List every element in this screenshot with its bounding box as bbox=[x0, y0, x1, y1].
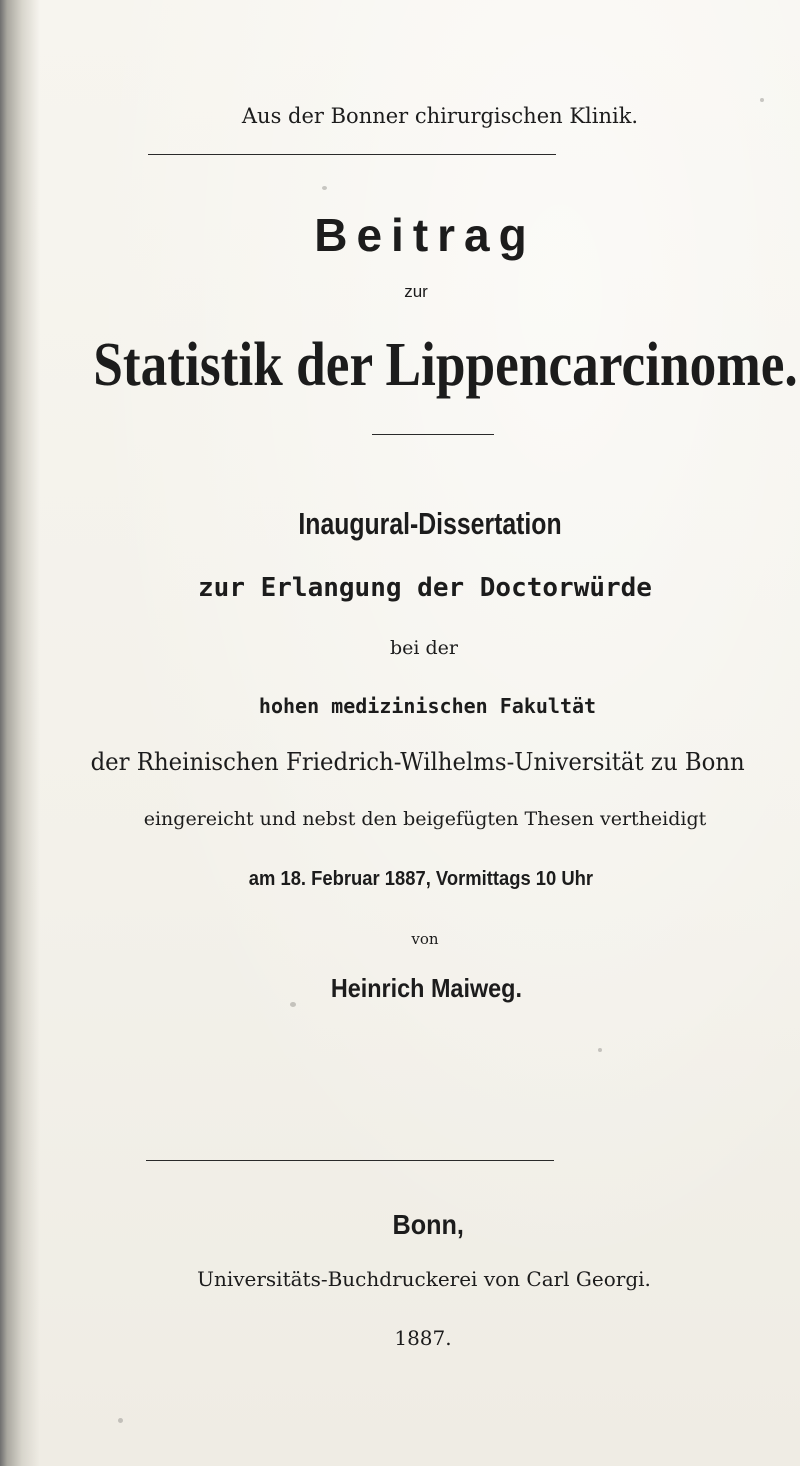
submitted-line: eingereicht und nebst den beigefügten Thesen vertheidigt bbox=[143, 808, 707, 830]
defense-date: am 18. Februar 1887, Vormittags 10 Uhr bbox=[248, 868, 594, 890]
connector-word: zur bbox=[404, 282, 428, 301]
title-word: Beitrag bbox=[314, 209, 536, 261]
bei-der-line: bei der bbox=[389, 637, 458, 659]
purpose-line: zur Erlangung der Doctorwürde bbox=[198, 573, 652, 603]
clinic-header: Aus der Bonner chirurgischen Klinik. bbox=[241, 104, 639, 128]
paper-speck bbox=[322, 186, 327, 190]
faculty-line: hohen medizinischen Fakultät bbox=[258, 694, 597, 718]
imprint-rule bbox=[146, 1160, 554, 1161]
title-rule bbox=[372, 434, 494, 435]
paper-speck bbox=[598, 1048, 602, 1052]
von-line: von bbox=[411, 930, 439, 948]
paper-speck bbox=[760, 98, 764, 102]
main-title: Statistik der Lippencarcinome. bbox=[93, 331, 798, 399]
dissertation-heading: Inaugural-Dissertation bbox=[298, 506, 562, 541]
publication-year: 1887. bbox=[394, 1326, 452, 1350]
header-rule bbox=[148, 154, 556, 155]
place-of-publication: Bonn, bbox=[392, 1209, 464, 1240]
paper-speck bbox=[290, 1002, 296, 1007]
printer-line: Universitäts-Buchdruckerei von Carl Georgi. bbox=[197, 1267, 651, 1291]
university-line: der Rheinischen Friedrich-Wilhelms-Universität zu Bonn bbox=[90, 748, 745, 776]
author-name: Heinrich Maiweg. bbox=[330, 973, 522, 1003]
paper-speck bbox=[118, 1418, 123, 1423]
